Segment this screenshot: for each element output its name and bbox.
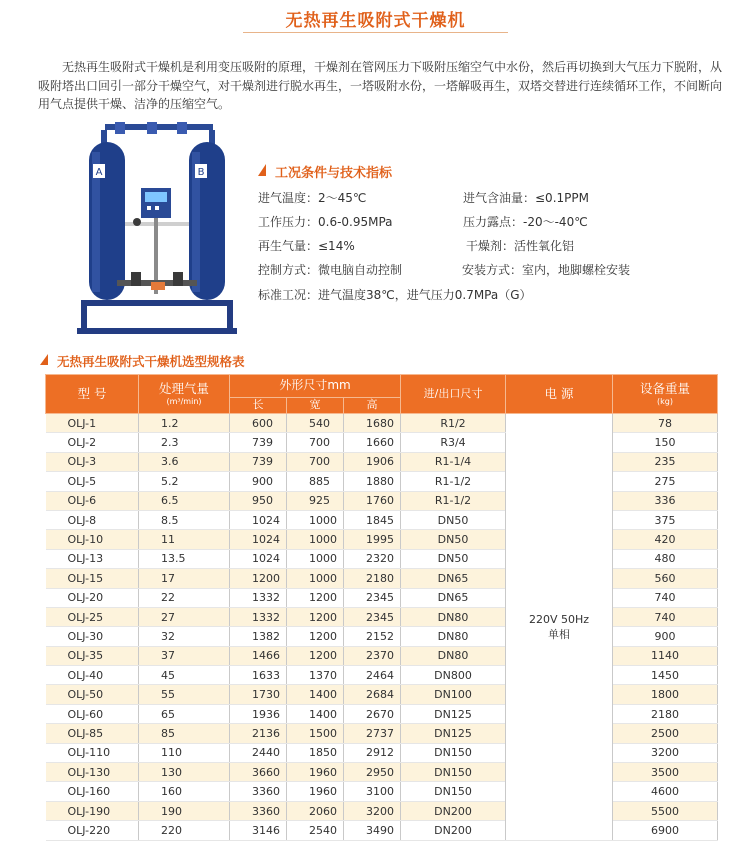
valve (177, 122, 187, 134)
cell-length: 1730 (230, 685, 287, 704)
cell-width: 1370 (287, 666, 344, 685)
table-row (46, 588, 718, 607)
cell-model: OLJ-110 (46, 743, 139, 762)
cell-height: 2737 (344, 724, 401, 743)
cell-length: 1024 (230, 549, 287, 568)
cell-width: 1000 (287, 549, 344, 568)
cell-width: 1960 (287, 782, 344, 801)
selection-table (45, 374, 718, 841)
spec-control: 控制方式：微电脑自动控制 (258, 263, 403, 277)
spec-install: 安装方式：室内，地脚螺栓安装 (462, 263, 631, 277)
power-phase: 单相 (548, 627, 571, 641)
cell-weight: 480 (613, 549, 718, 568)
cell-model: OLJ-8 (46, 510, 139, 529)
cell-port: DN125 (401, 704, 506, 723)
table-row (46, 530, 718, 549)
cell-weight: 900 (613, 627, 718, 646)
cell-width: 540 (287, 414, 344, 433)
title-underline (243, 32, 508, 33)
cell-power (506, 414, 613, 841)
button (147, 206, 151, 210)
cell-model: OLJ-30 (46, 627, 139, 646)
cell-height: 1880 (344, 472, 401, 491)
col-power: 电 源 (506, 375, 613, 414)
cell-port: R3/4 (401, 433, 506, 452)
cell-weight: 6900 (613, 821, 718, 840)
table-header (46, 375, 718, 414)
cell-weight: 150 (613, 433, 718, 452)
cell-length: 3360 (230, 801, 287, 820)
cell-height: 2180 (344, 569, 401, 588)
cell-port: DN150 (401, 782, 506, 801)
cell-width: 1500 (287, 724, 344, 743)
cell-weight: 375 (613, 510, 718, 529)
heading-marker-icon (40, 354, 48, 365)
cell-width: 1000 (287, 569, 344, 588)
spec-regen-gas: 再生气量：≤14% (258, 239, 355, 253)
cell-flow: 220 (139, 821, 230, 840)
col-port: 进/出口尺寸 (401, 375, 506, 414)
tower-b-label: B (197, 167, 205, 178)
cell-port: R1-1/2 (401, 491, 506, 510)
table-row (46, 569, 718, 588)
col-weight-unit: (kg) (657, 396, 673, 406)
cell-model: OLJ-190 (46, 801, 139, 820)
cell-height: 2950 (344, 763, 401, 782)
cell-length: 739 (230, 433, 287, 452)
cell-model: OLJ-40 (46, 666, 139, 685)
cell-port: DN65 (401, 588, 506, 607)
frame-top (81, 300, 233, 306)
button (155, 206, 159, 210)
cell-height: 2670 (344, 704, 401, 723)
cell-weight: 336 (613, 491, 718, 510)
cell-port: DN800 (401, 666, 506, 685)
cell-flow: 3.6 (139, 452, 230, 471)
cell-width: 1000 (287, 530, 344, 549)
cell-width: 1200 (287, 646, 344, 665)
cell-length: 1200 (230, 569, 287, 588)
title-block (0, 0, 751, 34)
cell-model: OLJ-15 (46, 569, 139, 588)
cell-model: OLJ-50 (46, 685, 139, 704)
valve (115, 122, 125, 134)
cell-weight: 4600 (613, 782, 718, 801)
spec-dew-point: 压力露点：-20～-40℃ (463, 215, 588, 229)
cell-flow: 55 (139, 685, 230, 704)
cell-height: 1906 (344, 452, 401, 471)
col-flow-unit: (m³/min) (166, 396, 202, 406)
cell-weight: 78 (613, 414, 718, 433)
table-row (46, 646, 718, 665)
cell-model: OLJ-1 (46, 414, 139, 433)
table-row (46, 763, 718, 782)
cell-length: 1936 (230, 704, 287, 723)
table-row (46, 472, 718, 491)
col-model: 型 号 (46, 375, 139, 414)
spec-oil-content: 进气含油量：≤0.1PPM (463, 191, 589, 205)
table-row (46, 743, 718, 762)
display (145, 192, 167, 202)
cell-length: 3360 (230, 782, 287, 801)
table-row (46, 433, 718, 452)
cell-weight: 1450 (613, 666, 718, 685)
cell-port: R1-1/2 (401, 472, 506, 491)
cell-model: OLJ-6 (46, 491, 139, 510)
table-row (46, 666, 718, 685)
cell-flow: 17 (139, 569, 230, 588)
cell-port: DN150 (401, 743, 506, 762)
cell-height: 1845 (344, 510, 401, 529)
cell-length: 900 (230, 472, 287, 491)
cell-length: 1382 (230, 627, 287, 646)
cell-width: 1000 (287, 510, 344, 529)
cell-flow: 27 (139, 607, 230, 626)
cell-weight: 2500 (613, 724, 718, 743)
cell-width: 1960 (287, 763, 344, 782)
page-title: 无热再生吸附式干燥机 (285, 11, 466, 31)
cell-width: 925 (287, 491, 344, 510)
cell-port: DN65 (401, 569, 506, 588)
specs-heading-text: 工况条件与技术指标 (275, 166, 393, 181)
table-row (46, 491, 718, 510)
cell-height: 2912 (344, 743, 401, 762)
cell-length: 950 (230, 491, 287, 510)
intro-paragraph: 无热再生吸附式干燥机是利用变压吸附的原理，干燥剂在管网压力下吸附压缩空气中水份，然后再切换到大气压力下脱附，从吸附塔出口回引一部分干燥空气，对干燥剂进行脱水再生，一塔吸附水份，一塔解吸再生，双塔交替进行连续循环工作，不间断向用气点提供干燥、洁净的压缩空气。 (38, 60, 723, 111)
cell-weight: 2180 (613, 704, 718, 723)
cell-flow: 160 (139, 782, 230, 801)
cell-height: 1680 (344, 414, 401, 433)
table-row (46, 801, 718, 820)
cell-port: DN80 (401, 607, 506, 626)
cell-model: OLJ-85 (46, 724, 139, 743)
cell-width: 700 (287, 452, 344, 471)
cell-flow: 110 (139, 743, 230, 762)
cell-port: DN200 (401, 821, 506, 840)
cell-weight: 1140 (613, 646, 718, 665)
cell-length: 3660 (230, 763, 287, 782)
cell-port: DN150 (401, 763, 506, 782)
cell-height: 2320 (344, 549, 401, 568)
cell-model: OLJ-13 (46, 549, 139, 568)
cell-port: DN50 (401, 530, 506, 549)
cell-port: DN125 (401, 724, 506, 743)
cell-height: 3200 (344, 801, 401, 820)
cell-height: 3100 (344, 782, 401, 801)
col-flow-label: 处理气量 (158, 381, 209, 397)
cell-height: 1995 (344, 530, 401, 549)
cell-model: OLJ-20 (46, 588, 139, 607)
cell-width: 2060 (287, 801, 344, 820)
cell-flow: 85 (139, 724, 230, 743)
valve (131, 272, 141, 286)
cell-flow: 6.5 (139, 491, 230, 510)
col-height: 高 (344, 398, 401, 414)
cell-weight: 740 (613, 607, 718, 626)
cell-width: 2540 (287, 821, 344, 840)
cell-length: 600 (230, 414, 287, 433)
cell-length: 2136 (230, 724, 287, 743)
table-row (46, 685, 718, 704)
cell-height: 1660 (344, 433, 401, 452)
cell-model: OLJ-160 (46, 782, 139, 801)
cell-flow: 13.5 (139, 549, 230, 568)
cell-length: 1466 (230, 646, 287, 665)
col-weight (613, 375, 718, 414)
cell-length: 1024 (230, 530, 287, 549)
cell-weight: 3500 (613, 763, 718, 782)
cell-length: 2440 (230, 743, 287, 762)
table-body (46, 414, 718, 841)
cell-model: OLJ-3 (46, 452, 139, 471)
table-row (46, 452, 718, 471)
cell-flow: 1.2 (139, 414, 230, 433)
cell-flow: 11 (139, 530, 230, 549)
cell-height: 2152 (344, 627, 401, 646)
cell-flow: 65 (139, 704, 230, 723)
cell-width: 1400 (287, 685, 344, 704)
cell-weight: 560 (613, 569, 718, 588)
cell-port: DN200 (401, 801, 506, 820)
cell-model: OLJ-25 (46, 607, 139, 626)
cell-height: 2464 (344, 666, 401, 685)
cell-flow: 5.2 (139, 472, 230, 491)
cell-weight: 5500 (613, 801, 718, 820)
cell-model: OLJ-130 (46, 763, 139, 782)
col-weight-label: 设备重量 (640, 381, 691, 397)
cell-height: 2684 (344, 685, 401, 704)
spec-inlet-temp: 进气温度：2～45℃ (258, 191, 367, 205)
cell-width: 1200 (287, 588, 344, 607)
table-row (46, 724, 718, 743)
cell-height: 2370 (344, 646, 401, 665)
table-row (46, 549, 718, 568)
cell-flow: 37 (139, 646, 230, 665)
heading-marker-icon (258, 164, 266, 176)
cell-flow: 32 (139, 627, 230, 646)
cell-weight: 420 (613, 530, 718, 549)
tower-a-label: A (95, 167, 103, 178)
col-flow (139, 375, 230, 414)
cell-model: OLJ-10 (46, 530, 139, 549)
cell-height: 1760 (344, 491, 401, 510)
col-dims: 外形尺寸mm (230, 375, 401, 398)
col-width: 宽 (287, 398, 344, 414)
cell-weight: 3200 (613, 743, 718, 762)
table-row (46, 782, 718, 801)
cell-model: OLJ-5 (46, 472, 139, 491)
spec-desiccant: 干燥剂：活性氧化铝 (466, 239, 575, 253)
cell-flow: 2.3 (139, 433, 230, 452)
cell-weight: 1800 (613, 685, 718, 704)
cell-weight: 275 (613, 472, 718, 491)
cell-model: OLJ-220 (46, 821, 139, 840)
cell-width: 700 (287, 433, 344, 452)
cell-port: DN50 (401, 549, 506, 568)
col-length: 长 (230, 398, 287, 414)
cell-port: DN80 (401, 646, 506, 665)
cell-weight: 235 (613, 452, 718, 471)
valve (147, 122, 157, 134)
cell-height: 3490 (344, 821, 401, 840)
cell-flow: 8.5 (139, 510, 230, 529)
table-row (46, 607, 718, 626)
cell-weight: 740 (613, 588, 718, 607)
cell-model: OLJ-60 (46, 704, 139, 723)
cell-height: 2345 (344, 588, 401, 607)
cell-flow: 130 (139, 763, 230, 782)
gauge (133, 218, 141, 226)
cell-flow: 45 (139, 666, 230, 685)
cell-port: DN80 (401, 627, 506, 646)
cell-port: DN100 (401, 685, 506, 704)
cell-width: 1200 (287, 627, 344, 646)
cell-model: OLJ-35 (46, 646, 139, 665)
cell-length: 1332 (230, 607, 287, 626)
cell-length: 1024 (230, 510, 287, 529)
frame-base (77, 328, 237, 334)
silencer (151, 282, 165, 290)
table-row (46, 704, 718, 723)
cell-width: 885 (287, 472, 344, 491)
cell-flow: 22 (139, 588, 230, 607)
cell-length: 1332 (230, 588, 287, 607)
dryer-product-image (77, 122, 237, 337)
cell-height: 2345 (344, 607, 401, 626)
power-voltage: 220V 50Hz (528, 612, 590, 626)
cell-length: 1633 (230, 666, 287, 685)
cell-length: 739 (230, 452, 287, 471)
cell-port: R1-1/4 (401, 452, 506, 471)
valve (173, 272, 183, 286)
table-row (46, 414, 718, 433)
table-row (46, 627, 718, 646)
cell-width: 1850 (287, 743, 344, 762)
cell-model: OLJ-2 (46, 433, 139, 452)
table-row (46, 821, 718, 840)
cell-width: 1200 (287, 607, 344, 626)
cell-port: DN50 (401, 510, 506, 529)
table-row (46, 510, 718, 529)
cell-length: 3146 (230, 821, 287, 840)
spec-pressure: 工作压力：0.6-0.95MPa (258, 215, 393, 229)
cell-flow: 190 (139, 801, 230, 820)
cell-width: 1400 (287, 704, 344, 723)
spec-standard: 标准工况：进气温度38℃，进气压力0.7MPa（G） (258, 288, 532, 302)
cell-port: R1/2 (401, 414, 506, 433)
table-heading-text: 无热再生吸附式干燥机选型规格表 (57, 354, 245, 369)
